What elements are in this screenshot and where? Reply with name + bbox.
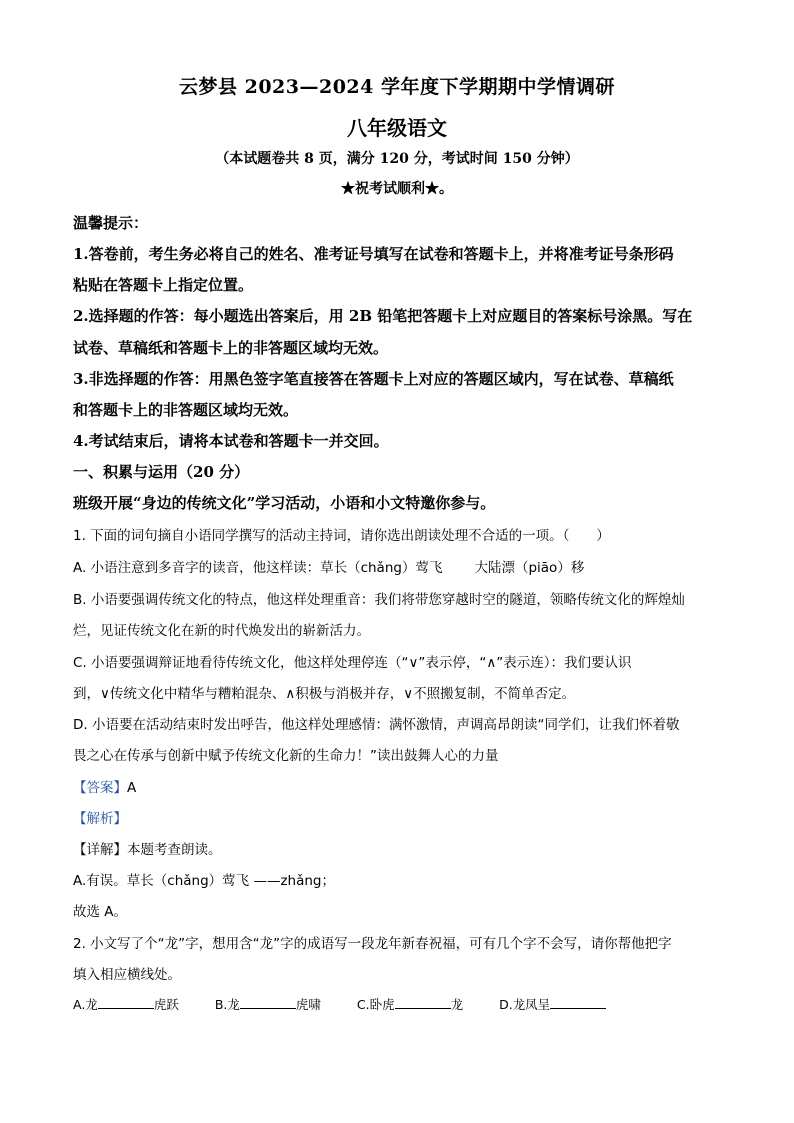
q2-options xyxy=(73,995,723,1013)
analysis-tag: 【解析】 xyxy=(73,811,127,827)
q1-option-b-line-2: 烂，见证传统文化在新的时代焕发出的崭新活力。 xyxy=(73,623,370,639)
q1-stem: 1. 下面的词句摘自小语同学撰写的活动主持词，请你选出朗读处理不合适的一项。（ ） xyxy=(73,528,610,544)
q1-option-d-line-1: D. 小语要在活动结束时发出呼告，他这样处理感情：满怀激情，声调高昂朗读“同学们，让我们怀着敬 xyxy=(73,717,680,733)
tip-2-line-1: 2.选择题的作答：每小题选出答案后，用 2B 铅笔把答题卡上对应题目的答案标号涂黑。写在 xyxy=(73,307,693,325)
answer-value: A xyxy=(127,780,137,796)
q1-answer xyxy=(73,776,723,796)
q2-stem-line-1: 2. 小文写了个“龙”字，想用含“龙”字的成语写一段龙年新春祝福，可有几个字不会写，请你帮他把字 xyxy=(73,936,672,952)
q1-option-a-part2: 大陆漂（piāo）移 xyxy=(474,560,585,576)
q2-blank-b[interactable] xyxy=(240,996,296,1009)
q2-blank-c[interactable] xyxy=(395,996,451,1009)
tip-3-line-2: 和答题卡上的非答题区域均无效。 xyxy=(73,401,299,419)
q1-detail xyxy=(73,838,723,858)
q1-explanation: A.有误。草长（chǎng）莺飞 ——zhǎng； xyxy=(73,873,335,889)
q1-option-c-line-2: 到，∨传统文化中精华与糟粕混杂、∧积极与消极并存，∨不照搬复制，不简单否定。 xyxy=(73,686,576,702)
q2-blank-d[interactable] xyxy=(550,996,606,1009)
tips-heading: 温馨提示： xyxy=(73,214,149,232)
q2-option-a: A.龙 虎跃 xyxy=(73,997,179,1012)
detail-text: 本题考查朗读。 xyxy=(127,842,222,858)
q2-option-b: B.龙 虎啸 xyxy=(214,997,321,1012)
q1-option-a xyxy=(73,556,723,576)
tip-3-line-1: 3.非选择题的作答：用黑色签字笔直接答在答题卡上对应的答题区域内，写在试卷、草稿纸 xyxy=(73,370,674,388)
tip-4: 4.考试结束后，请将本试卷和答题卡一并交回。 xyxy=(73,432,389,450)
section-intro: 班级开展“身边的传统文化”学习活动，小语和小文特邀你参与。 xyxy=(73,494,496,512)
tip-2-line-2: 试卷、草稿纸和答题卡上的非答题区域均无效。 xyxy=(73,339,389,357)
answer-tag: 【答案】 xyxy=(73,780,127,796)
q1-conclusion: 故选 A。 xyxy=(73,904,128,920)
q1-option-b-line-1: B. 小语要强调传统文化的特点，他这样处理重音：我们将带您穿越时空的隧道，领略传统文化的辉煌灿 xyxy=(73,592,685,608)
exam-title: 云梦县 2023—2024 学年度下学期期中学情调研 xyxy=(179,76,615,98)
detail-tag: 【详解】 xyxy=(73,842,127,858)
exam-wish: ★祝考试顺利★。 xyxy=(341,181,453,197)
q2-option-c: C.卧虎 龙 xyxy=(356,997,464,1012)
q1-option-c-line-1: C. 小语要强调辩证地看待传统文化，他这样处理停连（“∨”表示停，“∧”表示连）：我们要认识 xyxy=(73,655,632,671)
q2-blank-a[interactable] xyxy=(98,996,154,1009)
q2-option-d: D.龙凤呈 xyxy=(499,997,606,1012)
q1-option-a-part1: A. 小语注意到多音字的读音，他这样读：草长（chǎng）莺飞 xyxy=(73,560,443,576)
tip-1-line-2: 粘贴在答题卡上指定位置。 xyxy=(73,276,254,294)
exam-subtitle: 八年级语文 xyxy=(347,116,447,140)
q2-stem-line-2: 填入相应横线处。 xyxy=(73,967,181,983)
exam-info: （本试题卷共 8 页，满分 120 分，考试时间 150 分钟） xyxy=(215,151,579,167)
tip-1-line-1: 1.答卷前，考生务必将自己的姓名、准考证号填写在试卷和答题卡上，并将准考证号条形码 xyxy=(73,245,674,263)
section-heading: 一、积累与运用（20 分） xyxy=(73,463,250,481)
q1-option-d-line-2: 畏之心在传承与创新中赋予传统文化新的生命力！”读出鼓舞人心的力量 xyxy=(73,748,499,764)
